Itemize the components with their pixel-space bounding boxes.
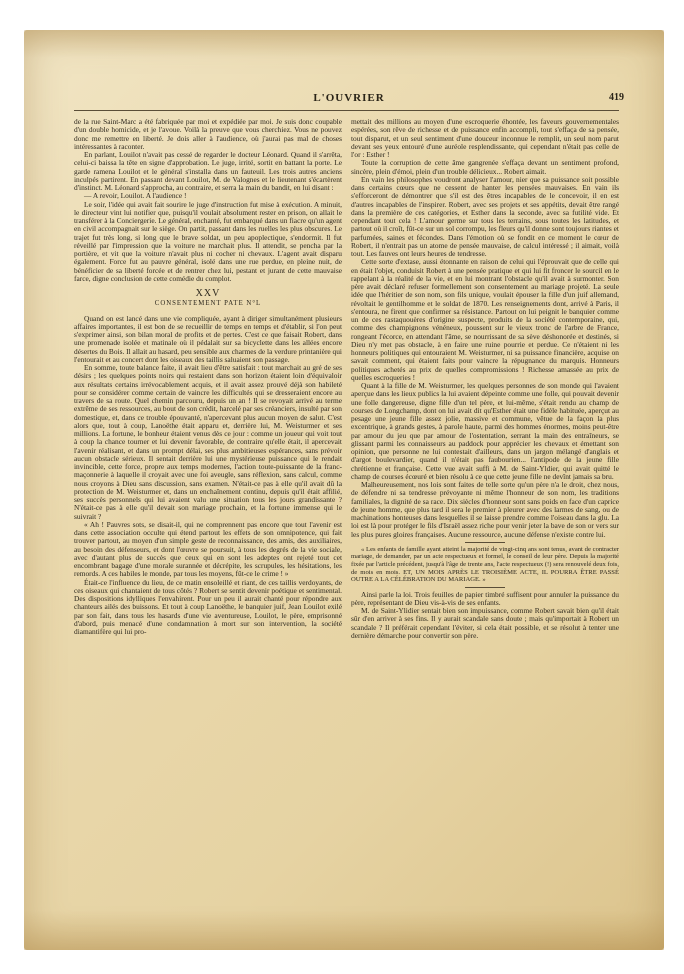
legal-notice: « Les enfants de famille ayant atteint la majorité de vingt-cinq ans sont tenus, avant de contracter mariage, de demander, par un acte respectueux et formel, le conseil de leur père. Depuis la majorité fixée par l'article précédent, jusqu'à l'âge de trente ans, l'acte respectueux (!) sera renouvelé deux fois, de mois en mois. ET, UN MOIS APRÈS LE TROISIÈME ACTE, IL POURRA ÊTRE PASSÉ OUTRE A LA CÉLÉBRATION DU MARIAGE. » — [351, 545, 619, 584]
section-rule — [465, 587, 505, 588]
chapter-number: XXV — [195, 288, 221, 299]
left-column — [74, 118, 342, 923]
chapter-title: CONSENTEMENT PATE N°L — [154, 300, 262, 308]
paragraph: En parlant, Louilot n'avait pas cessé de regarder le docteur Léonard. Quand il s'arrêta, celui-ci baissa la tête en signe d'approbation. Le juge, irrité, sortit en battant la porte. Le garde ramena Louilot et le général s'installa dans un fauteuil. Les trois autres anciens inculpés partirent. En passant devant Louilot, M. de Valognes et le lieutenant s'écartèrent d'instinct. M. Léonard s'approcha, au contraire, et serra la main du bandit, en lui disant : — [74, 150, 342, 192]
paragraph: mettait des millions au moyen d'une escroquerie éhontée, les faveurs gouvernementales espérées, son rêve de richesse et de puissance enfin accompli, tout s'effaça de sa pensée, tout disparut, et un seul sentiment d'une douceur inconnue le remplit, un seul nom parut devant ses yeux entouré d'une auréole resplendissante, qui cependant n'était pas celle de l'or : Esther ! — [351, 118, 619, 159]
right-column — [351, 118, 619, 923]
paragraph: Toute la corruption de cette âme gangrenée s'effaça devant un sentiment profond, sincère, plein d'émoi, plein d'un trouble délicieux... Robert aimait. — [351, 158, 619, 176]
header-rule — [74, 110, 619, 111]
paragraph: Ainsi parle la loi. Trois feuilles de papier timbré suffisent pour annuler la puissance du père, représentant de Dieu vis-à-vis de ses enfants. — [351, 589, 619, 607]
paragraph: Était-ce l'influence du lieu, de ce matin ensoleillé et riant, de ces taillis verdoyants, de ces oiseaux qui chantaient de tous côtés ? Robert se sentit devenir poétique et sentimental. Des dispositions idylliques l'envahirent. Pour un peu il aurait chanté pour répondre aux chanteurs ailés des buissons. Et tout à coup Lanoëthe, le banquier juif, Jean Louilot exilé par son fait, dans tous les hasards d'une vie aventureuse, Louilot, le père, emprisonné d'abord, puis menacé d'une condamnation à mort sur son intervention, la société diamantifère qui lui pro- — [74, 577, 342, 636]
paragraph: Quant à la fille de M. Weisturmer, les quelques personnes de son monde qui l'avaient aperçue dans les lieux publics la lui avaient dépeinte comme une folle, qui pouvait devenir une folle dangereuse, digne fille d'un tel père, et lui-même, s'était rendu au champ de courses de Longchamp, dont on lui avait dit qu'Esther était une fidèle habituée, aperçut au pesage une jeune fille assez jolie, massive et commune, vêtue de la façon la plus excentrique, à grands gestes, à parole haute, parmi des hommes énormes, moins peut-être par amour du jeu que par amour de l'ostentation, serrant la main des entraîneurs, se glissant parmi les connaisseurs au paddock pour apprécier les chevaux et émettant son opinion, que personne ne lui contestait d'ailleurs, dans un jargon mélangé d'anglais et d'argot boulevardier, quand il n'était pas faubourien... l'antipode de la jeune fille chrétienne et française. Cette vue avait suffi à M. de Saint-Yldier, qui avait quitté le champ de courses écœuré et bien résolu à ce que cette jeune fille ne devînt jamais sa bru. — [351, 381, 619, 481]
paragraph: de la rue Saint-Marc a été fabriquée par moi et expédiée par moi. Je suis donc coupable d'un double homicide, et je l'avoue. Voilà la preuve que vous cherchiez. Vous ne pouvez donc me remettre en liberté. Je dois aller à l'audience, où j'aurai pas mal de choses intéressantes à raconter. — [74, 118, 342, 151]
paragraph: Malheureusement, nos lois sont faites de telle sorte qu'un père n'a le droit, chez nous, de défendre ni sa tendresse prévoyante ni même l'honneur de son nom, les traditions familiales, la dignité de sa race. Dix siècles d'honneur sont sans poids en face d'un caprice de jeune homme, que plus tard il sera le premier à pleurer avec des larmes de sang, ou de machinations honteuses dans lesquelles il se laisse prendre comme l'oiseau dans la glu. La loi est là pour protéger le fils d'Israël assez riche pour venir jeter la bave de son or vers sur les plus pures gloires françaises. Aucune ressource, aucune défense n'existe contre lui. — [351, 480, 619, 539]
paragraph: — A revoir, Louilot. A l'audience ! — [84, 191, 187, 201]
paper-stain-top — [24, 30, 664, 58]
page-number: 419 — [609, 92, 624, 103]
paragraph: Cette sorte d'extase, aussi étonnante en raison de celui qui l'éprouvait que de celle qui en était l'objet, conduisit Robert à une pensée pratique et qui lui fit froncer le sourcil en le rappelant à la réalité de la vie, et en lui montrant l'obstacle qu'il avait à surmonter. Son père avait déclaré refuser formellement son consentement au mariage projeté. La seule idée que l'héritier de son nom, son fils unique, voulait épouser la fille d'un juif allemand, révoltait le gentilhomme et le soldat de 1870. Les renseignements dont, arrivé à Paris, il s'entoura, ne firent que confirmer sa résistance. Partout on lui peignit le banquier comme un de ces rastaquouères d'origine suspecte, produits de la société contemporaine, qui, comme des champignons vénéneux, poussent sur le vieux tronc de l'arbre de France, rongeant l'écorce, en attendant l'âme, se nourrissant de sa sève déshonorée et destinés, si Dieu n'y met pas obstacle, à en faire une ruine pourrie et perdue. Ce n'étaient ni les honneurs politiques qui entouraient M. Weisturmer, ni sa puissance financière, acquise on savait comment, qui étaient faits pour vaincre la répugnance du marquis. Honneurs politiques achetés au prix de quelles compromissions ! Richesse amassée au prix de quelles escroqueries ! — [351, 257, 619, 382]
paragraph: « Ah ! Pauvres sots, se disait-il, qui ne comprennent pas encore que tout l'avenir est dans cette association occulte qui étend partout les effets de son omnipotence, qui fait trouver partout, au moyen d'un simple geste de reconnaissance, des amis, des auxiliaires, au besoin des défenseurs, et dont l'œuvre se poursuit, à tous les degrés de la vie sociale, avec d'autant plus de succès que ceux qui en sont les adeptes ont rejeté tout cet encombrant bagage d'une morale surannée et décrépite, les scrupules, les hésitations, les remords. A ces habiles le monde, par tous les moyens, fût-ce le crime ! » — [74, 519, 342, 579]
paragraph: En somme, toute balance faite, il avait lieu d'être satisfait : tout marchait au gré de ses désirs ; les quelques points noirs qui restaient dans son horizon étaient loin d'équivaloir aux résultats certains irrévocablement acquis, et il avait assez prouvé déjà son habileté pour se considérer comme certain de vaincre les difficultés qui se dresseraient encore au travers de sa route. Quel chemin parcouru, depuis un an ! Il se revoyait arrivé au terme extrême de ses ressources, au bout de son crédit, harcelé par ses créanciers, insulté par son domestique, et, dans ce trouble épouvanté, n'apercevant plus aucun moyen de salut. C'est alors que, tout à coup, Lanoëthe était apparu et, derrière lui, M. Weisturmer et ses millions. La fortune, le bonheur étaient venus dès ce jour : comme un joueur qui voit tout à coup la chance tourner et lui devenir favorable, de contraire qu'elle était, il apercevait l'avenir réalisant, et dans un prompt délai, ses plus ambitieuses espérances, sans prévoir aucun obstacle sérieux. Il sentait derrière lui une mystérieuse puissance qui le rendait invincible, cette force, propre aux temps modernes, l'action toute-puissante de la franc-maçonnerie à laquelle il croyait avec une foi aveugle, sans réflexion, sans calcul, comme nous croyons à Dieu sans discussion, sans examen. N'était-ce pas à elle qu'il avait dû la protection de M. Weisturmer et, dans un enchaînement continu, depuis qu'il était affilié, ses succès personnels qui lui avaient valu une situation tous les jours grandissante ? N'était-ce pas à elle qu'il devait son mariage prochain, et la fortune immense qui le suivrait ? — [74, 363, 342, 521]
paragraph: En vain les philosophes voudront analyser l'amour, nier que sa puissance soit possible dans certains cœurs que ne cessent de hanter les pensées mauvaises. En vain ils s'efforceront de démontrer que s'il est des êtres incapables de le concevoir, il en est d'autres incapables de l'inspirer. Robert, avec ses projets et ses appétits, devait être rangé dans la première de ces catégories, et Esther dans la seconde, avec sa futilité vide. Et cependant tout cela ! L'amour germe sur tous les terrains, sous toutes les latitudes, et partout où il croît, fût-ce sur un sol corrompu, les fleurs qu'il donne sont toujours riantes et parfumées, saines et fécondes. Dans l'émotion où se fondit en ce moment le cœur de Robert, il n'entrait pas un atome de pensée mauvaise, de calcul intéressé ; il aimait, voilà tout. Les fauves ont leurs heures de tendresse. — [351, 174, 619, 258]
running-head — [24, 92, 664, 108]
paragraph: Quand on est lancé dans une vie compliquée, ayant à diriger simultanément plusieurs affaires importantes, il est bon de se recueillir de temps en temps et d'établir, si l'on peut s'exprimer ainsi, son bilan moral de profits et de pertes. C'est ce que faisait Robert, dans une promenade isolée et matinale où il pédalait sur sa bicyclette dans les allées encore désertes du Bois. Il allait au hasard, peu sensible aux charmes de la verdure printanière qui l'entourait et au concert dont les oiseaux des taillis saluaient son passage. — [74, 313, 342, 364]
newspaper-page — [24, 30, 664, 950]
paragraph: Le soir, l'idée qui avait fait sourire le juge d'instruction fut mise à exécution. A minuit, le directeur vint lui notifier que, puisqu'il voulait absolument rester en prison, on allait le transférer à la Conciergerie. Le général, enchanté, fut embarqué dans un fiacre qu'un agent en civil accompagnait sur le siège. On partit, passant dans les ruelles les plus obscures. Le trajet fut très long, si long que le brave soldat, un peu apoplectique, s'endormit. Il fut réveillé par l'impression que la voiture ne marchait plus. Il attendit, se pencha par la portière, et vit que la voiture n'avait plus ni cocher ni chevaux. L'agent avait disparu également. Force fut au pauvre général, isolé dans une rue perdue, en pleine nuit, de bénéficier de sa liberté forcée et de rentrer chez lui, pestant et jurant de cette mauvaise farce, digne conclusion de cette comédie du complot. — [74, 199, 342, 283]
journal-title: L'OUVRIER — [313, 92, 385, 104]
paragraph: M. de Saint-Ylidier sentait bien son impuissance, comme Robert savait bien qu'il était sûr d'en arriver à ses fins. Il y aurait scandale sans doute ; mais qu'importait à Robert un scandale ? Il préférait cependant l'éviter, si cela était possible, et se résolut à tenter une dernière démarche pour convertir son père. — [351, 606, 619, 640]
section-rule — [465, 542, 505, 543]
